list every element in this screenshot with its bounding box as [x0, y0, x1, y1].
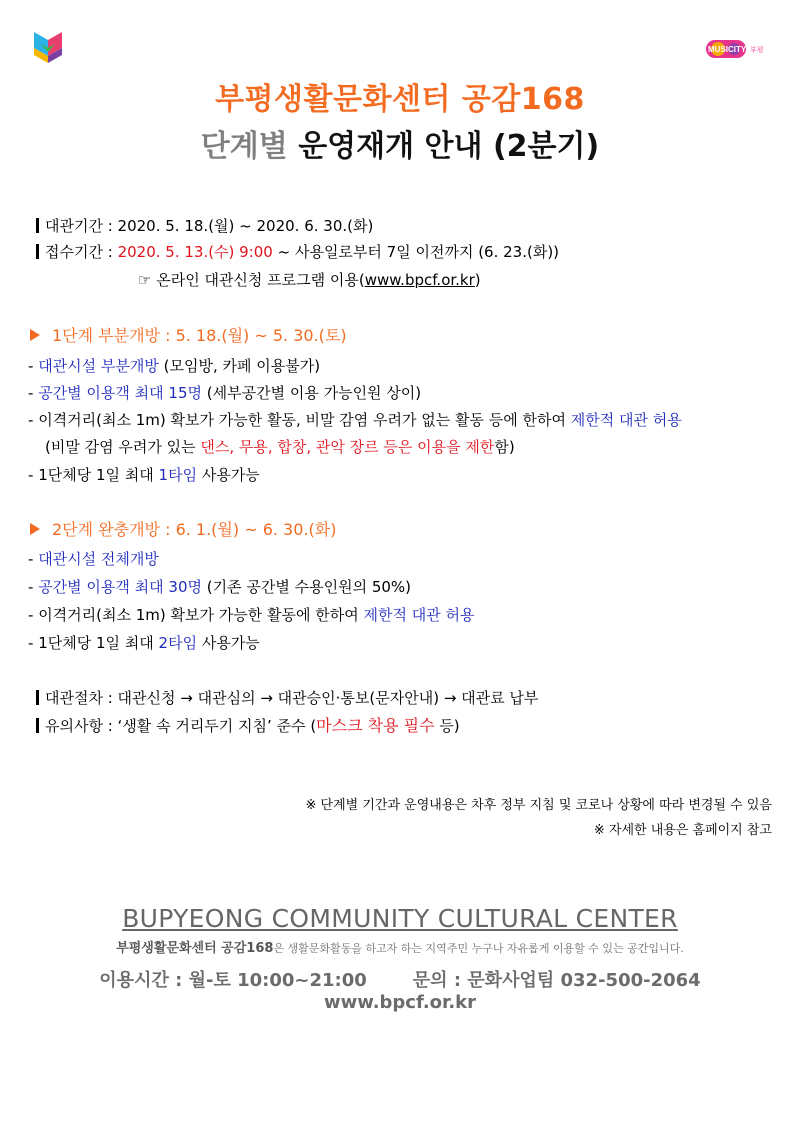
phase1-item1-rest: (모임방, 카페 이용불가): [158, 357, 321, 375]
bupyeong-logo-icon: [32, 30, 66, 64]
online-link[interactable]: www.bpcf.or.kr: [364, 271, 475, 289]
footer-hours: 이용시간 : 월-토 10:00~21:00: [99, 970, 367, 991]
phase2-item4-text: 1단체당 1일 최대: [38, 634, 159, 652]
musicity-logo-icon: [706, 36, 768, 62]
phase2-item3-highlight: 제한적 대관 허용: [363, 606, 475, 624]
online-application: [138, 270, 481, 290]
page-title: 부평생활문화센터 공감168: [215, 82, 585, 117]
phase2-item2-highlight: 공간별 이용객 최대 30명: [38, 578, 202, 596]
phase1-item: - 1단체당 1일 최대 1타임 사용가능: [28, 466, 260, 484]
rental-period: [36, 216, 373, 236]
triangle-bullet-icon: [30, 329, 40, 341]
phase1-item2-highlight: 공간별 이용객 최대 15명: [38, 384, 202, 402]
subtitle-gray-part: 단계별: [200, 129, 288, 164]
footer-phone: 문의 : 문화사업팀 032-500-2064: [412, 970, 701, 991]
phase1-item3b-highlight: 댄스, 무용, 합창, 관악 장르 등은 이용을 제한: [200, 438, 495, 456]
phase2-item4-rest: 사용가능: [197, 634, 260, 652]
reception-period: [36, 242, 559, 262]
phase1-item2-rest: (세부공간별 이용 가능인원 상이): [202, 384, 422, 402]
triangle-bullet-icon: [30, 523, 40, 535]
footer-english-name: BUPYEONG COMMUNITY CULTURAL CENTER: [122, 904, 678, 933]
bullet-bar: [36, 244, 39, 259]
reception-start: 2020. 5. 13.(수) 9:00: [117, 243, 273, 261]
reception-label: 접수기간 :: [45, 243, 118, 261]
musicity-text: MUSICITY: [708, 45, 747, 54]
footer-description-rest: 은 생활문화활동을 하고자 하는 지역주민 누구나 자유롭게 이용할 수 있는 공간입니다.: [273, 942, 684, 955]
phase1-item4-highlight: 1타임: [158, 466, 198, 484]
phase1-item3-highlight: 제한적 대관 허용: [570, 411, 682, 429]
phase1-heading-text: 1단계 부분개방 : 5. 18.(월) ~ 5. 30.(토): [52, 326, 347, 345]
bullet-bar: [36, 690, 39, 705]
online-prefix: ☞ 온라인 대관신청 프로그램 이용(: [138, 271, 365, 289]
subtitle-main-part: 운영재개 안내 (2분기): [298, 129, 600, 164]
phase1-item1-highlight: 대관시설 부분개방: [38, 357, 159, 375]
phase1-item-continued: [45, 437, 515, 457]
note-schedule-change: ※ 단계별 기간과 운영내용은 차후 정부 지침 및 코로나 상황에 따라 변경될 수 있음: [305, 798, 772, 813]
rental-procedure-text: 대관절차 : 대관신청 → 대관심의 → 대관승인·통보(문자안내) → 대관료 납부: [45, 689, 539, 707]
footer-url[interactable]: www.bpcf.or.kr: [323, 992, 477, 1013]
phase1-item: - 공간별 이용객 최대 15명 (세부공간별 이용 가능인원 상이): [28, 384, 422, 402]
phase2-item: - 이격거리(최소 1m) 확보가 가능한 활동에 한하여 제한적 대관 허용: [28, 606, 475, 624]
phase2-item1-highlight: 대관시설 전체개방: [38, 550, 159, 568]
phase2-item4-highlight: 2타임: [158, 634, 198, 652]
phase1-item: - 이격거리(최소 1m) 확보가 가능한 활동, 비말 감염 우려가 없는 활동 등에 한하여 제한적 대관 허용: [28, 411, 682, 429]
phase2-item: - 대관시설 전체개방: [28, 550, 159, 568]
mask-required-highlight: 마스크 착용 필수: [316, 716, 435, 735]
bullet-bar: [36, 218, 39, 233]
precautions-prefix: 유의사항 : ‘생활 속 거리두기 지침’ 준수 (: [45, 717, 317, 735]
phase1-item4-rest: 사용가능: [197, 466, 260, 484]
footer-description: [0, 937, 800, 956]
footer-description-bold: 부평생활문화센터 공감168: [116, 941, 274, 956]
phase2-item2-rest: (기존 공간별 수용인원의 50%): [202, 578, 412, 596]
phase1-item3b-suffix: 함): [494, 438, 515, 456]
online-suffix: ): [474, 271, 481, 289]
musicity-subtext: 부평: [750, 46, 764, 54]
phase2-item3-text: 이격거리(최소 1m) 확보가 가능한 활동에 한하여: [38, 606, 364, 624]
bullet-bar: [36, 718, 39, 733]
reception-rest: ~ 사용일로부터 7일 이전까지 (6. 23.(화)): [272, 243, 560, 261]
note-homepage: ※ 자세한 내용은 홈페이지 참고: [593, 823, 772, 838]
phase2-heading-text: 2단계 완충개방 : 6. 1.(월) ~ 6. 30.(화): [52, 520, 337, 539]
phase2-item: - 1단체당 1일 최대 2타임 사용가능: [28, 634, 260, 652]
phase1-item3b-prefix: (비말 감염 우려가 있는: [45, 438, 201, 456]
footer-contact: [0, 966, 800, 992]
phase1-item3-text: 이격거리(최소 1m) 확보가 가능한 활동, 비말 감염 우려가 없는 활동 등에 한하여: [38, 411, 571, 429]
phase2-heading: [30, 520, 336, 540]
precautions: [36, 716, 460, 736]
phase1-item: - 대관시설 부분개방 (모임방, 카페 이용불가): [28, 357, 321, 375]
phase2-item: - 공간별 이용객 최대 30명 (기존 공간별 수용인원의 50%): [28, 578, 412, 596]
page-subtitle: [0, 121, 800, 165]
precautions-suffix: 등): [434, 717, 460, 735]
rental-procedure: [36, 688, 538, 708]
phase1-item4-text: 1단체당 1일 최대: [38, 466, 159, 484]
phase1-heading: [30, 326, 347, 346]
rental-period-text: 대관기간 : 2020. 5. 18.(월) ~ 2020. 6. 30.(화): [45, 217, 374, 235]
